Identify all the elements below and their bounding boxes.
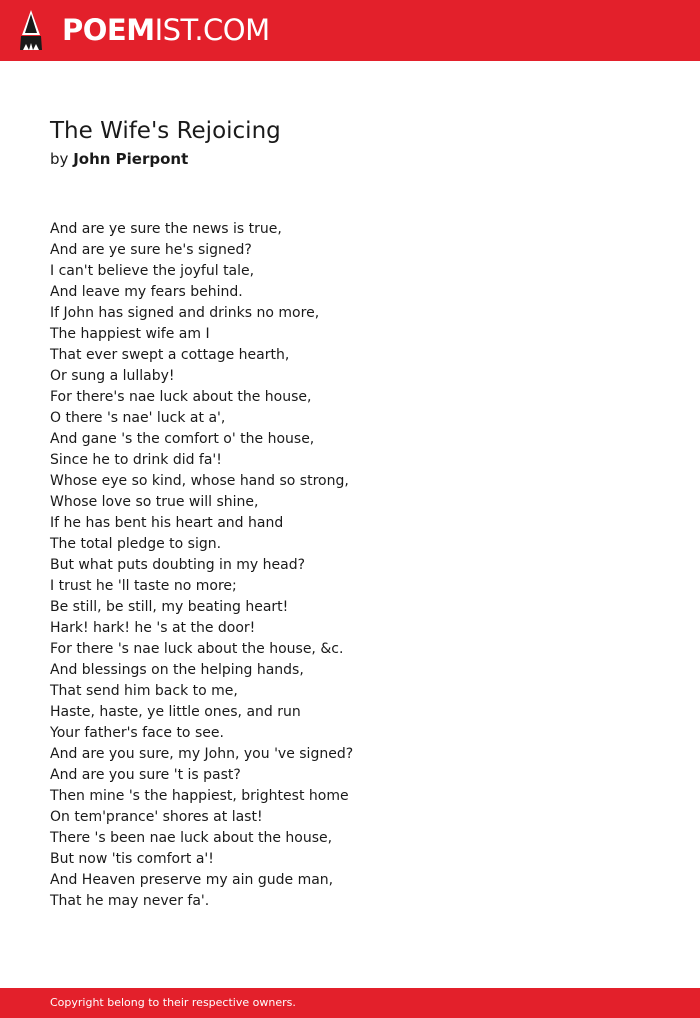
- poem-line: And blessings on the helping hands,: [50, 662, 304, 678]
- poem-line: And are you sure, my John, you 've signed?: [50, 746, 354, 762]
- poem-line: And gane 's the comfort o' the house,: [50, 431, 315, 447]
- poem-line: Whose love so true will shine,: [50, 494, 259, 510]
- site-header: [0, 0, 700, 61]
- poem-line: And leave my fears behind.: [50, 284, 243, 300]
- poem-line: That ever swept a cottage hearth,: [50, 347, 290, 363]
- byline: [50, 148, 188, 170]
- poem-line: On tem'prance' shores at last!: [50, 809, 263, 825]
- logo-light-text: IST.COM: [154, 13, 270, 47]
- poem-line: If he has bent his heart and hand: [50, 515, 284, 531]
- poem-line: The happiest wife am I: [50, 326, 210, 342]
- poem-line: Then mine 's the happiest, brightest home: [50, 788, 349, 804]
- poem-title: The Wife's Rejoicing: [50, 118, 281, 144]
- poem-line: Haste, haste, ye little ones, and run: [50, 704, 301, 720]
- poem-line: Whose eye so kind, whose hand so strong,: [50, 473, 349, 489]
- author-name: John Pierpont: [73, 150, 189, 168]
- poem-line: And are you sure 't is past?: [50, 767, 241, 783]
- poem-line: For there's nae luck about the house,: [50, 389, 312, 405]
- poem-line: The total pledge to sign.: [50, 536, 222, 552]
- pen-nib-icon[interactable]: [18, 9, 44, 51]
- poem-line: Hark! hark! he 's at the door!: [50, 620, 256, 636]
- poem-line: And are ye sure he's signed?: [50, 242, 252, 258]
- poem-line: That he may never fa'.: [50, 893, 210, 909]
- by-label: by: [50, 150, 69, 168]
- poem-line: Be still, be still, my beating heart!: [50, 599, 289, 615]
- poem-line: I can't believe the joyful tale,: [50, 263, 255, 279]
- copyright-text: Copyright belong to their respective owners.: [50, 996, 296, 1009]
- poem-line: That send him back to me,: [50, 683, 238, 699]
- poem-line: I trust he 'll taste no more;: [50, 578, 237, 594]
- poem-line: But now 'tis comfort a'!: [50, 851, 214, 867]
- poem-line: Or sung a lullaby!: [50, 368, 175, 384]
- poem-line: If John has signed and drinks no more,: [50, 305, 320, 321]
- poem-line: And Heaven preserve my ain gude man,: [50, 872, 334, 888]
- poem-line: There 's been nae luck about the house,: [50, 830, 333, 846]
- poem-body: [50, 219, 353, 912]
- poem-line: Your father's face to see.: [50, 725, 224, 741]
- poem-line: But what puts doubting in my head?: [50, 557, 306, 573]
- site-footer: [0, 988, 700, 1018]
- poem-line: For there 's nae luck about the house, &c.: [50, 641, 344, 657]
- site-logo[interactable]: [62, 12, 270, 48]
- logo-bold-text: POEM: [62, 13, 155, 47]
- poem-line: O there 's nae' luck at a',: [50, 410, 226, 426]
- poem-line: And are ye sure the news is true,: [50, 221, 282, 237]
- poem-line: Since he to drink did fa'!: [50, 452, 222, 468]
